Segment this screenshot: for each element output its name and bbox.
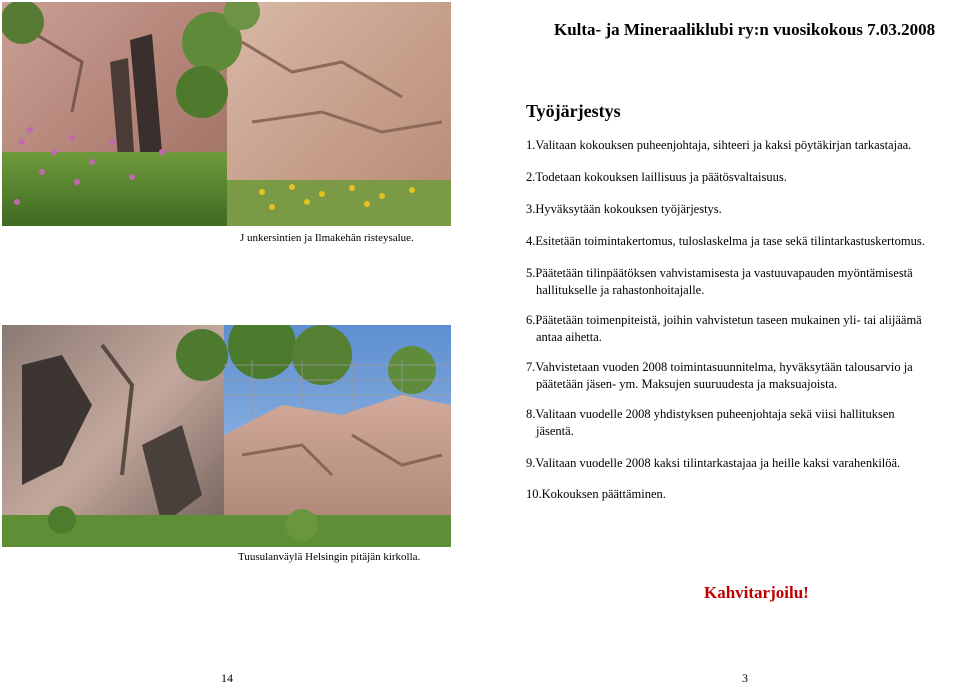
agenda-item: [526, 201, 956, 218]
agenda-item-text: Hyväksytään kokouksen työjärjestys.: [535, 202, 722, 216]
agenda-item-text: Valitaan kokouksen puheenjohtaja, sihteeri ja kaksi pöytäkirjan tarkastajaa.: [535, 138, 912, 152]
coffee-announcement: Kahvitarjoilu!: [704, 583, 809, 602]
agenda-item: [526, 137, 956, 154]
agenda-item: [526, 265, 956, 299]
agenda-item: [526, 406, 956, 440]
agenda-item-number: 3.: [526, 202, 536, 216]
agenda-item: [526, 312, 956, 346]
agenda-item: [526, 455, 956, 472]
agenda-item: [526, 486, 956, 503]
rock-outcrop-photo-bottom: [2, 325, 451, 547]
agenda-item-number: 2.: [526, 170, 536, 184]
agenda-item-number: 6.: [526, 313, 536, 327]
agenda-item-text: Esitetään toimintakertomus, tuloslaskelma ja tase sekä tilintarkastuskertomus.: [535, 234, 925, 248]
agenda-item-number: 8.: [526, 407, 536, 421]
agenda-item-number: 9.: [526, 456, 536, 470]
rock-outcrop-photo-top: [2, 2, 451, 226]
agenda-item: [526, 233, 956, 250]
agenda-item-text-cont: hallitukselle ja rahastonhoitajalle.: [536, 283, 705, 297]
agenda-item-text-cont: päätetään jäsen- ym. Maksujen suuruudesta ja maksuajoista.: [536, 377, 838, 391]
agenda-item: [526, 359, 956, 393]
agenda-item-text: Päätetään toimenpiteistä, joihin vahvistetun taseen mukainen yli- tai alijäämä: [535, 313, 922, 327]
agenda-item-number: 5.: [526, 266, 536, 280]
agenda-item-number: 4.: [526, 234, 536, 248]
agenda-item-number: 1.: [526, 138, 536, 152]
left-page-number: 14: [221, 671, 233, 685]
agenda-item-text: Kokouksen päättäminen.: [541, 487, 666, 501]
bottom-photo-caption: Tuusulanväylä Helsingin pitäjän kirkolla.: [238, 551, 421, 563]
agenda-item-text: Valitaan vuodelle 2008 kaksi tilintarkastajaa ja heille kaksi varahenkilöä.: [535, 456, 901, 470]
agenda-item: [526, 169, 956, 186]
right-page-number: 3: [742, 671, 748, 685]
agenda-item-number: 7.: [526, 360, 536, 374]
agenda-heading: Työjärjestys: [526, 101, 621, 121]
agenda-item-text: Valitaan vuodelle 2008 yhdistyksen puheenjohtaja sekä viisi hallituksen: [535, 407, 895, 421]
agenda-item-text-cont: antaa aihetta.: [536, 330, 602, 344]
rock-outcrop-photo-top-image: [2, 2, 451, 226]
agenda-item-text: Päätetään tilinpäätöksen vahvistamisesta ja vastuuvapauden myöntämisestä: [535, 266, 913, 280]
agenda-item-text-cont: jäsentä.: [536, 424, 574, 438]
rock-outcrop-photo-bottom-image: [2, 325, 451, 547]
agenda-item-text: Todetaan kokouksen laillisuus ja päätösvaltaisuus.: [535, 170, 787, 184]
agenda-item-number: 10.: [526, 487, 542, 501]
document-title: Kulta- ja Mineraaliklubi ry:n vuosikokous 7.03.2008: [554, 20, 936, 39]
agenda-item-text: Vahvistetaan vuoden 2008 toimintasuunnitelma, hyväksytään talousarvio ja: [535, 360, 913, 374]
top-photo-caption: J unkersintien ja Ilmakehän risteysalue.: [240, 232, 414, 244]
